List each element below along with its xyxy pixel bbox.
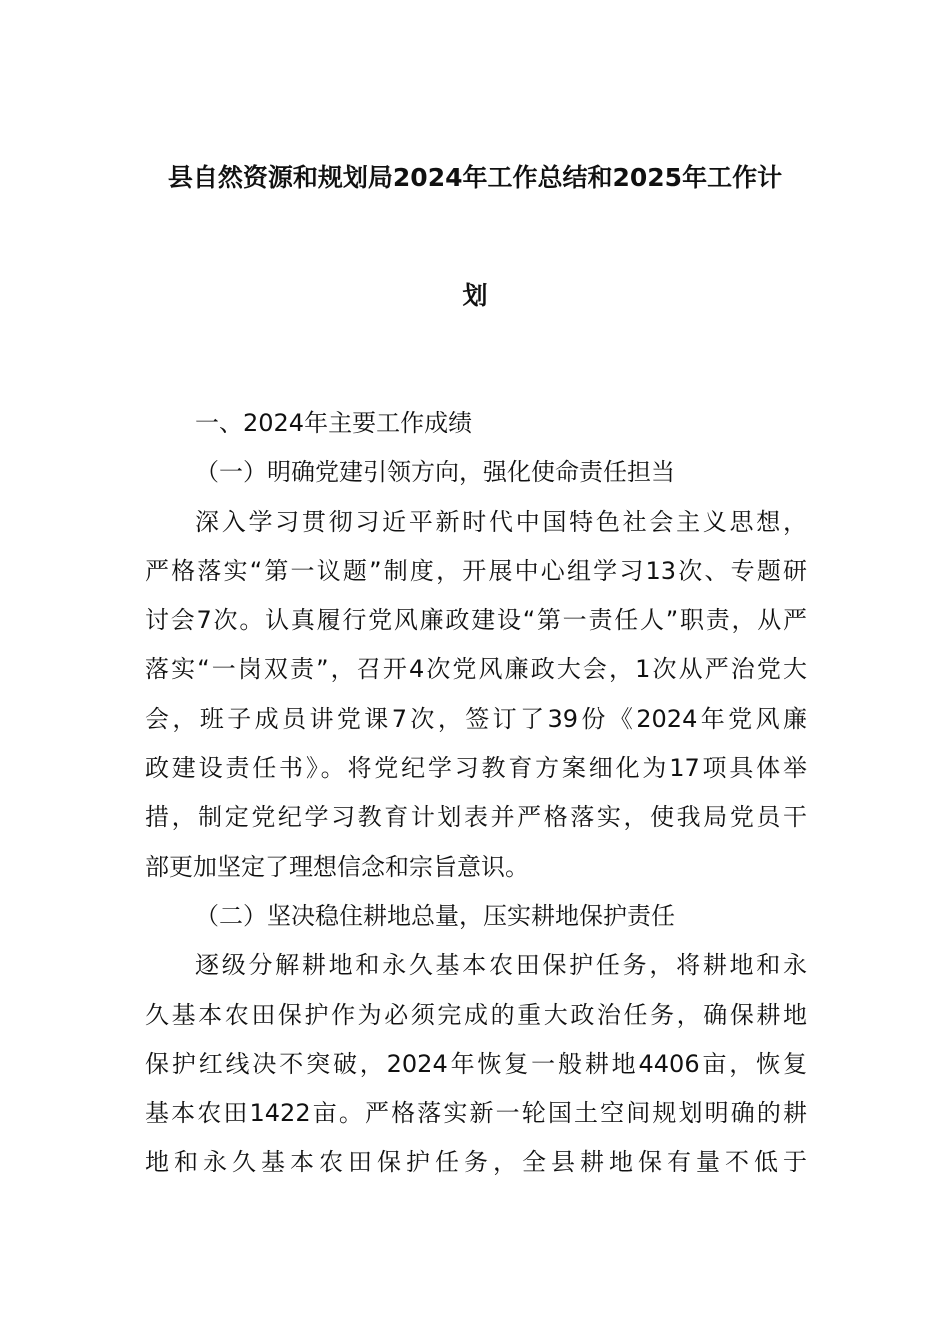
subsection-heading-farmland: （二）坚决稳住耕地总量，压实耕地保护责任 [195, 901, 675, 930]
section-heading-achievements: 一、2024年主要工作成绩 [195, 409, 473, 437]
document-body [145, 399, 807, 1188]
paragraph-line: 逐级分解耕地和永久基本农田保护任务，将耕地和永 [195, 951, 807, 980]
paragraph-line: 深入学习贯彻习近平新时代中国特色社会主义思想， [195, 507, 807, 536]
paragraph-line: 地和永久基本农田保护任务，全县耕地保有量不低于 [145, 1148, 807, 1177]
paragraph-line: 基本农田1422亩。严格落实新一轮国土空间规划明确的耕 [145, 1099, 807, 1128]
paragraph-line: 保护红线决不突破，2024年恢复一般耕地4406亩，恢复 [145, 1049, 807, 1078]
paragraph-line: 久基本农田保护作为必须完成的重大政治任务，确保耕地 [145, 1000, 807, 1029]
paragraph-line: 措，制定党纪学习教育计划表并严格落实，使我局党员干 [145, 803, 807, 832]
paragraph-line: 政建设责任书》。将党纪学习教育方案细化为17项具体举 [145, 754, 807, 783]
paragraph-line: 讨会7次。认真履行党风廉政建设“第一责任人”职责，从严 [145, 606, 807, 635]
paragraph-farmland [145, 941, 807, 1187]
document-title-line-2: 划 [462, 281, 488, 310]
paragraph-line: 会，班子成员讲党课7次，签订了39份《2024年党风廉 [145, 704, 807, 733]
paragraph-line: 部更加坚定了理想信念和宗旨意识。 [145, 852, 529, 881]
paragraph-party-building [145, 498, 807, 892]
paragraph-line: 严格落实“第一议题”制度，开展中心组学习13次、专题研 [145, 556, 807, 585]
document-title-line-1: 县自然资源和规划局2024年工作总结和2025年工作计 [167, 163, 783, 192]
paragraph-line: 落实“一岗双责”，召开4次党风廉政大会，1次从严治党大 [145, 655, 807, 684]
subsection-heading-party-building: （一）明确党建引领方向，强化使命责任担当 [195, 458, 675, 487]
